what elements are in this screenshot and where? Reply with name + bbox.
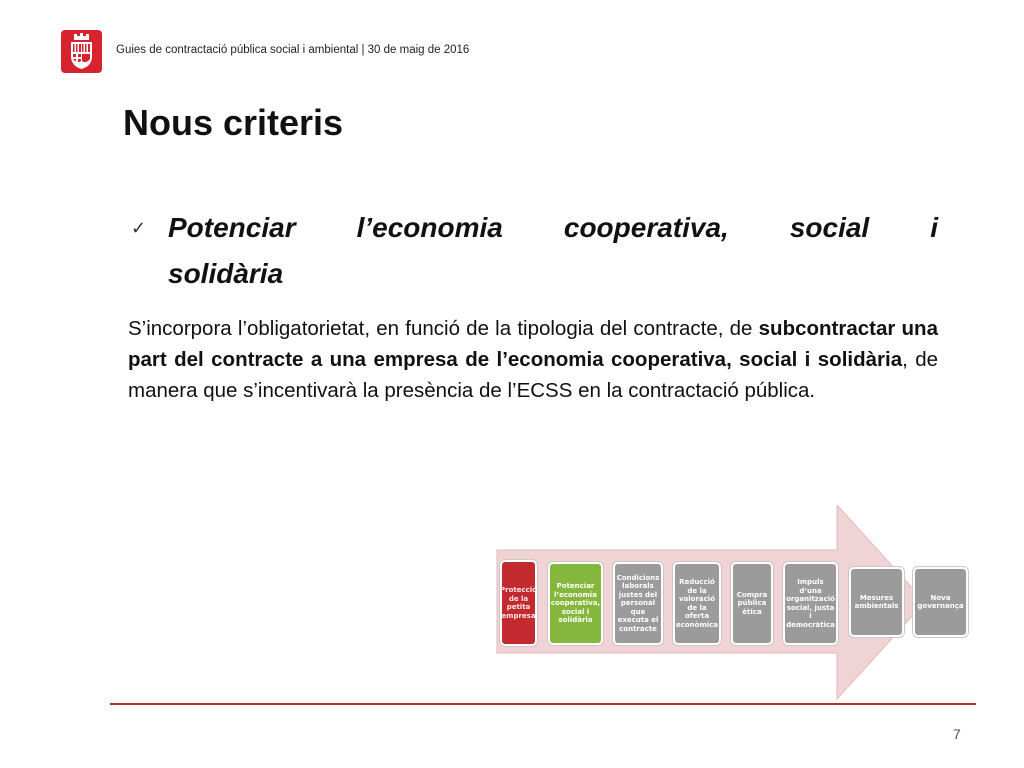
barcelona-logo-icon (61, 30, 102, 73)
bullet-heading-line2: solidària (168, 258, 284, 289)
process-step-7: Mesures ambientals (849, 567, 904, 637)
process-step-6: Impuls d’una organització social, justa i democràtica (783, 562, 838, 645)
process-step-2: Potenciar l’economia cooperativa, social i solidària (548, 562, 603, 645)
process-diagram (495, 505, 975, 701)
body-text-part2: , de manera que s’incentivarà la presència de l’ECSS en la contractació pública. (128, 348, 938, 402)
bullet-heading (168, 205, 938, 297)
process-step-5: Compra pública ètica (731, 562, 773, 645)
footer-divider (110, 703, 976, 705)
process-step-1: Protecció de la petita empresa (500, 560, 537, 646)
process-step-4: Reducció de la valoració de la oferta econòmica (673, 562, 721, 645)
body-paragraph (128, 313, 938, 406)
page-number: 7 (953, 726, 961, 742)
body-text-part1: S’incorpora l’obligatorietat, en funció de la tipologia del contracte, de (128, 317, 759, 340)
bullet-heading-line1: Potenciar l’economia cooperativa, social i (168, 212, 938, 243)
header-caption: Guies de contractació pública social i ambiental | 30 de maig de 2016 (116, 44, 470, 56)
process-step-3: Condicions laborals justes del personal que executa el contracte (613, 562, 663, 645)
checkmark-icon: ✓ (131, 218, 147, 238)
slide-title: Nous criteris (123, 102, 344, 143)
body-text-bold: subcontractar una part del contracte a una empresa de l’economia cooperativa, social i solidària (128, 317, 938, 371)
process-step-8: Nova governança (913, 567, 968, 637)
